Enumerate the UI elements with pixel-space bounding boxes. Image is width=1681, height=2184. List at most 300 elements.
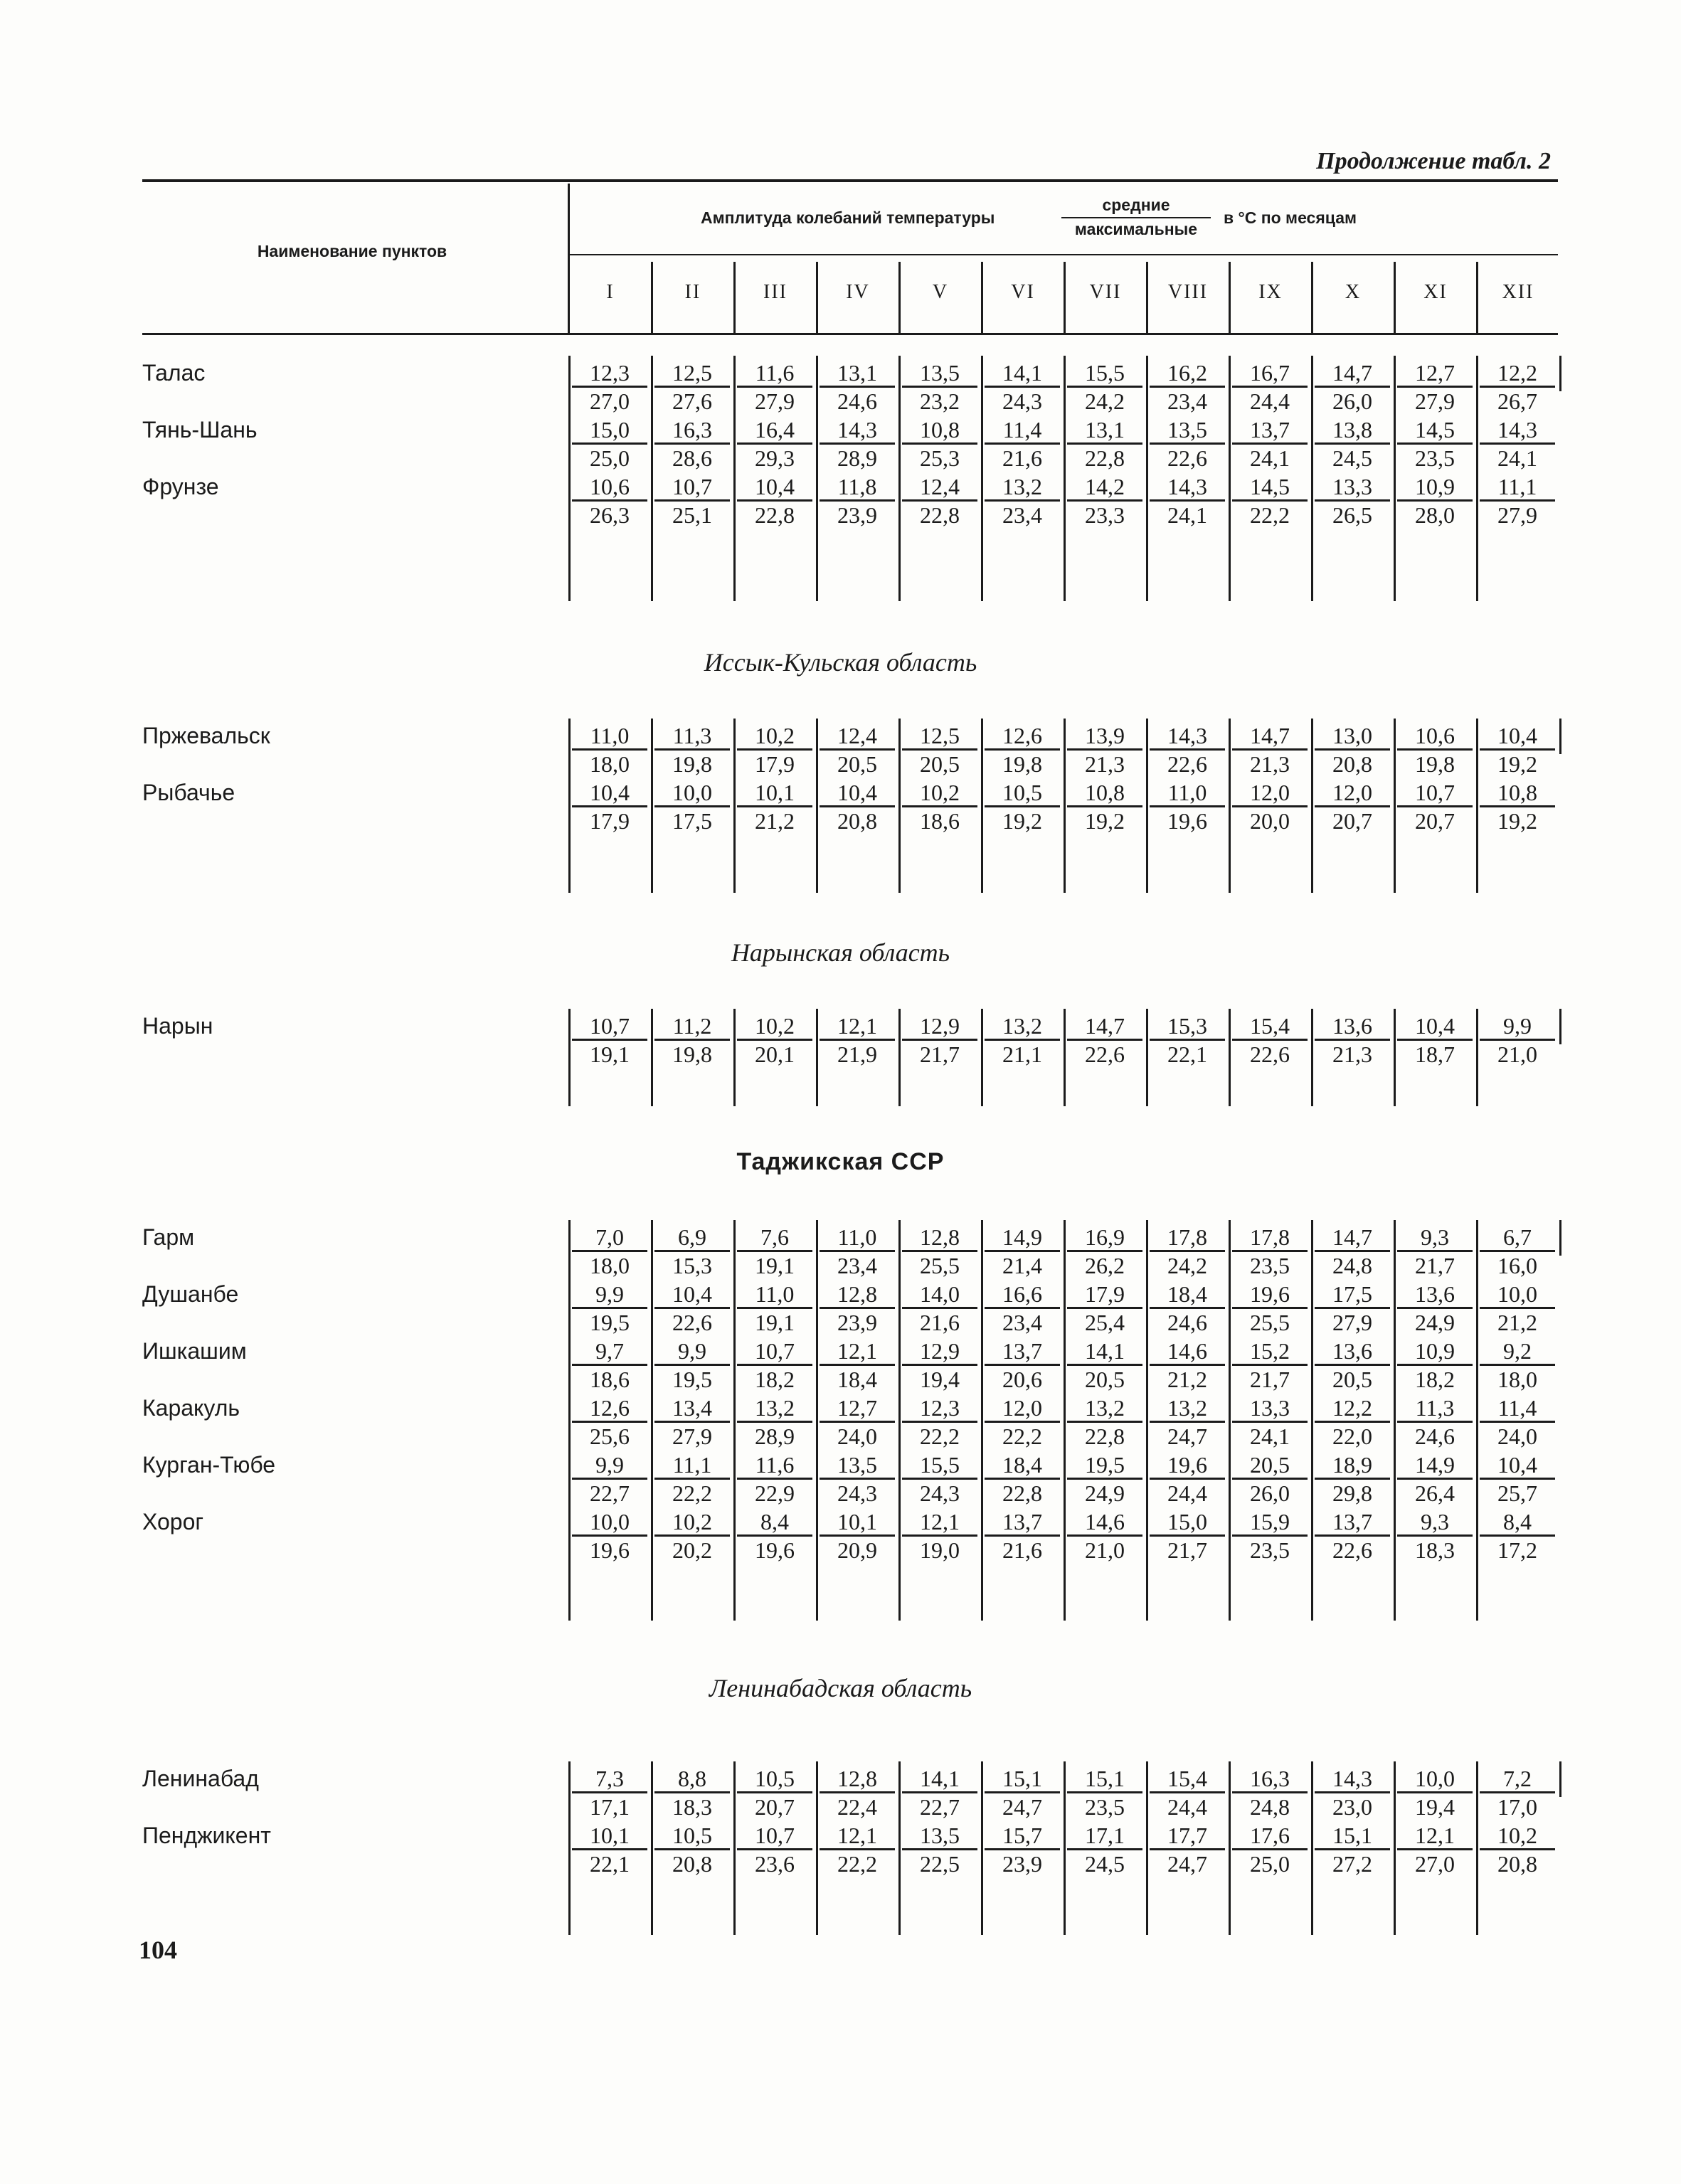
cell-mean: 12,6 [572, 1395, 647, 1423]
cell-mean: 15,4 [1150, 1766, 1225, 1793]
cell-max: 23,9 [837, 502, 877, 528]
cell-mean: 14,7 [1315, 1224, 1390, 1252]
cell-max: 25,1 [672, 502, 712, 528]
column-rule [1064, 1009, 1066, 1106]
cell-max: 22,9 [755, 1480, 795, 1506]
cell-max: 23,9 [1002, 1851, 1042, 1877]
cell-max: 19,6 [755, 1537, 795, 1563]
column-rule [1311, 262, 1313, 333]
cell-max: 22,2 [1250, 502, 1290, 528]
cell-max: 17,2 [1497, 1537, 1537, 1563]
cell-mean: 11,4 [985, 417, 1060, 445]
cell-max: 26,0 [1250, 1480, 1290, 1506]
cell-mean: 8,8 [654, 1766, 730, 1793]
cell-max: 24,0 [1497, 1424, 1537, 1449]
cell-mean: 14,7 [1067, 1013, 1142, 1041]
continuation-label: Продолжение табл. 2 [1316, 148, 1551, 174]
cell-max: 24,2 [1167, 1253, 1207, 1278]
cell-mean: 9,9 [572, 1281, 647, 1309]
cell-mean: 7,2 [1480, 1766, 1555, 1793]
cell-max: 23,0 [1332, 1794, 1372, 1820]
column-rule [981, 719, 983, 893]
cell-max: 24,3 [1002, 388, 1042, 414]
cell-max: 24,9 [1085, 1480, 1125, 1506]
column-rule [981, 1009, 983, 1106]
column-rule [1229, 1220, 1231, 1621]
cell-max: 22,2 [920, 1424, 960, 1449]
cell-max: 27,9 [672, 1424, 712, 1449]
column-rule [1476, 1761, 1478, 1935]
column-rule [981, 1220, 983, 1621]
cell-max: 18,6 [920, 808, 960, 834]
cell-max: 17,9 [755, 751, 795, 777]
cell-max: 20,8 [837, 808, 877, 834]
cell-mean: 14,3 [1150, 474, 1225, 502]
cell-max: 24,6 [1167, 1310, 1207, 1335]
cell-max: 19,1 [755, 1253, 795, 1278]
cell-max: 24,9 [1415, 1310, 1455, 1335]
station-name: Душанбе [142, 1281, 239, 1307]
cell-max: 22,2 [1002, 1424, 1042, 1449]
cell-mean: 12,4 [820, 723, 895, 751]
column-rule [1559, 719, 1561, 754]
column-rule [733, 719, 736, 893]
cell-mean: 11,6 [737, 1452, 812, 1480]
cell-mean: 10,8 [1480, 780, 1555, 807]
cell-max: 22,5 [920, 1851, 960, 1877]
cell-max: 24,1 [1497, 445, 1537, 471]
cell-mean: 12,1 [902, 1509, 977, 1537]
cell-mean: 11,3 [1397, 1395, 1473, 1423]
cell-mean: 14,7 [1315, 360, 1390, 388]
station-name: Талас [142, 360, 206, 386]
column-rule [1394, 262, 1396, 333]
column-rule [1064, 356, 1066, 601]
column-rule [568, 356, 571, 601]
column-rule [1229, 262, 1231, 333]
cell-max: 26,0 [1332, 388, 1372, 414]
cell-max: 26,4 [1415, 1480, 1455, 1506]
cell-max: 18,0 [590, 751, 630, 777]
cell-mean: 9,2 [1480, 1338, 1555, 1366]
cell-max: 24,1 [1167, 502, 1207, 528]
cell-mean: 11,1 [654, 1452, 730, 1480]
cell-mean: 17,9 [1067, 1281, 1142, 1309]
cell-mean: 10,4 [737, 474, 812, 502]
cell-max: 21,3 [1332, 1041, 1372, 1067]
cell-max: 23,5 [1415, 445, 1455, 471]
cell-mean: 16,3 [1232, 1766, 1308, 1793]
cell-max: 16,0 [1497, 1253, 1537, 1278]
cell-mean: 10,5 [985, 780, 1060, 807]
column-rule [1064, 1220, 1066, 1621]
cell-max: 19,6 [1167, 808, 1207, 834]
cell-mean: 15,3 [1150, 1013, 1225, 1041]
cell-max: 26,3 [590, 502, 630, 528]
column-rule [1476, 262, 1478, 333]
column-rule [1394, 1220, 1396, 1621]
station-name: Рыбачье [142, 780, 235, 805]
cell-mean: 12,1 [820, 1823, 895, 1850]
cell-max: 22,6 [1332, 1537, 1372, 1563]
cell-mean: 6,7 [1480, 1224, 1555, 1252]
cell-mean: 7,0 [572, 1224, 647, 1252]
cell-max: 19,8 [1415, 751, 1455, 777]
cell-max: 22,7 [920, 1794, 960, 1820]
cell-mean: 15,5 [902, 1452, 977, 1480]
column-rule [1394, 1761, 1396, 1935]
header-bottom-rule [142, 333, 1558, 335]
cell-max: 18,2 [1415, 1367, 1455, 1392]
cell-mean: 11,2 [654, 1013, 730, 1041]
cell-mean: 13,1 [820, 360, 895, 388]
cell-max: 20,5 [1085, 1367, 1125, 1392]
cell-mean: 18,4 [1150, 1281, 1225, 1309]
cell-mean: 14,7 [1232, 723, 1308, 751]
column-rule [568, 1761, 571, 1935]
station-name: Нарын [142, 1013, 213, 1039]
cell-mean: 15,9 [1232, 1509, 1308, 1537]
cell-mean: 19,6 [1150, 1452, 1225, 1480]
cell-mean: 13,3 [1315, 474, 1390, 502]
cell-mean: 12,1 [820, 1013, 895, 1041]
cell-max: 23,4 [837, 1253, 877, 1278]
cell-max: 20,8 [672, 1851, 712, 1877]
station-name: Гарм [142, 1224, 195, 1250]
column-rule [651, 356, 653, 601]
cell-max: 22,6 [672, 1310, 712, 1335]
cell-max: 24,6 [1415, 1424, 1455, 1449]
cell-max: 21,6 [1002, 445, 1042, 471]
cell-max: 21,0 [1497, 1041, 1537, 1067]
cell-max: 22,6 [1167, 445, 1207, 471]
cell-mean: 12,2 [1315, 1395, 1390, 1423]
column-rule [1146, 1220, 1148, 1621]
cell-mean: 10,7 [572, 1013, 647, 1041]
column-rule [1559, 1220, 1561, 1256]
cell-mean: 9,9 [1480, 1013, 1555, 1041]
cell-mean: 11,3 [654, 723, 730, 751]
column-rule [1064, 719, 1066, 893]
station-name: Фрунзе [142, 474, 219, 499]
cell-max: 20,0 [1250, 808, 1290, 834]
cell-max: 23,2 [920, 388, 960, 414]
cell-max: 29,8 [1332, 1480, 1372, 1506]
cell-mean: 10,0 [1480, 1281, 1555, 1309]
cell-max: 27,9 [1332, 1310, 1372, 1335]
cell-mean: 10,5 [737, 1766, 812, 1793]
cell-mean: 11,6 [737, 360, 812, 388]
cell-max: 19,5 [672, 1367, 712, 1392]
column-rule [898, 356, 901, 601]
column-rule [898, 1761, 901, 1935]
cell-max: 22,8 [1002, 1480, 1042, 1506]
column-rule [1476, 1220, 1478, 1621]
cell-max: 24,6 [837, 388, 877, 414]
column-rule [733, 1761, 736, 1935]
cell-mean: 17,7 [1150, 1823, 1225, 1850]
cell-mean: 10,6 [1397, 723, 1473, 751]
column-rule [898, 719, 901, 893]
column-rule [1229, 1761, 1231, 1935]
cell-mean: 10,1 [572, 1823, 647, 1850]
cell-mean: 10,2 [902, 780, 977, 807]
cell-mean: 13,8 [1315, 417, 1390, 445]
cell-mean: 11,4 [1480, 1395, 1555, 1423]
cell-mean: 12,5 [654, 360, 730, 388]
cell-mean: 17,8 [1232, 1224, 1308, 1252]
cell-max: 22,1 [1167, 1041, 1207, 1067]
cell-mean: 12,1 [820, 1338, 895, 1366]
column-rule [1476, 356, 1478, 601]
cell-max: 27,2 [1332, 1851, 1372, 1877]
cell-max: 26,5 [1332, 502, 1372, 528]
cell-mean: 11,1 [1480, 474, 1555, 502]
cell-mean: 9,9 [572, 1452, 647, 1480]
column-rule [1229, 356, 1231, 601]
cell-mean: 14,9 [985, 1224, 1060, 1252]
cell-max: 23,9 [837, 1310, 877, 1335]
cell-mean: 10,0 [572, 1509, 647, 1537]
column-rule [1229, 1009, 1231, 1106]
cell-mean: 9,3 [1397, 1224, 1473, 1252]
cell-mean: 10,8 [1067, 780, 1142, 807]
cell-mean: 12,8 [902, 1224, 977, 1252]
column-rule [651, 262, 653, 333]
cell-mean: 13,6 [1315, 1013, 1390, 1041]
cell-mean: 10,2 [1480, 1823, 1555, 1850]
cell-mean: 8,4 [1480, 1509, 1555, 1537]
month-header: III [763, 281, 788, 303]
cell-mean: 15,4 [1232, 1013, 1308, 1041]
cell-max: 23,3 [1085, 502, 1125, 528]
cell-mean: 16,4 [737, 417, 812, 445]
cell-max: 20,5 [837, 751, 877, 777]
cell-mean: 12,9 [902, 1338, 977, 1366]
month-header: IV [846, 281, 870, 303]
cell-max: 21,6 [920, 1310, 960, 1335]
cell-max: 21,1 [1002, 1041, 1042, 1067]
cell-max: 20,1 [755, 1041, 795, 1067]
cell-max: 22,6 [1085, 1041, 1125, 1067]
cell-max: 21,6 [1002, 1537, 1042, 1563]
header-mid-rule [569, 254, 1558, 255]
cell-max: 22,6 [1250, 1041, 1290, 1067]
cell-mean: 17,8 [1150, 1224, 1225, 1252]
cell-mean: 13,6 [1315, 1338, 1390, 1366]
column-rule [816, 719, 818, 893]
column-rule [733, 356, 736, 601]
cell-max: 22,2 [672, 1480, 712, 1506]
cell-max: 19,6 [590, 1537, 630, 1563]
station-name: Каракуль [142, 1395, 240, 1421]
cell-mean: 13,5 [1150, 417, 1225, 445]
cell-max: 19,2 [1002, 808, 1042, 834]
cell-max: 24,7 [1167, 1424, 1207, 1449]
cell-max: 24,1 [1250, 1424, 1290, 1449]
cell-max: 20,7 [1332, 808, 1372, 834]
cell-mean: 13,7 [1232, 417, 1308, 445]
cell-mean: 8,4 [737, 1509, 812, 1537]
cell-max: 23,5 [1250, 1253, 1290, 1278]
cell-max: 20,5 [920, 751, 960, 777]
cell-max: 27,9 [1415, 388, 1455, 414]
column-rule [1146, 719, 1148, 893]
cell-max: 22,8 [1085, 1424, 1125, 1449]
cell-max: 20,2 [672, 1537, 712, 1563]
cell-max: 18,6 [590, 1367, 630, 1392]
cell-mean: 12,7 [1397, 360, 1473, 388]
cell-mean: 13,5 [902, 360, 977, 388]
cell-max: 24,4 [1167, 1794, 1207, 1820]
cell-max: 25,7 [1497, 1480, 1537, 1506]
cell-max: 22,8 [1085, 445, 1125, 471]
cell-max: 22,1 [590, 1851, 630, 1877]
column-rule [733, 262, 736, 333]
amplitude-header-suffix: в °С по месяцам [1224, 208, 1357, 227]
cell-max: 21,7 [1167, 1537, 1207, 1563]
cell-max: 17,5 [672, 808, 712, 834]
cell-max: 21,2 [1497, 1310, 1537, 1335]
cell-max: 22,8 [755, 502, 795, 528]
cell-max: 25,4 [1085, 1310, 1125, 1335]
cell-max: 18,3 [672, 1794, 712, 1820]
cell-mean: 18,4 [985, 1452, 1060, 1480]
cell-mean: 14,6 [1150, 1338, 1225, 1366]
cell-mean: 12,3 [572, 360, 647, 388]
cell-mean: 12,0 [1315, 780, 1390, 807]
cell-mean: 14,5 [1397, 417, 1473, 445]
column-rule [1394, 356, 1396, 601]
cell-mean: 15,0 [1150, 1509, 1225, 1537]
cell-max: 21,2 [1167, 1367, 1207, 1392]
cell-max: 18,2 [755, 1367, 795, 1392]
cell-max: 29,3 [755, 445, 795, 471]
cell-mean: 13,2 [1067, 1395, 1142, 1423]
column-rule [1394, 719, 1396, 893]
cell-max: 22,2 [837, 1851, 877, 1877]
cell-mean: 9,9 [654, 1338, 730, 1366]
cell-mean: 13,5 [902, 1823, 977, 1850]
cell-max: 23,5 [1085, 1794, 1125, 1820]
cell-mean: 15,1 [1315, 1823, 1390, 1850]
cell-max: 22,4 [837, 1794, 877, 1820]
column-rule [1559, 1761, 1561, 1797]
cell-mean: 11,8 [820, 474, 895, 502]
cell-mean: 10,4 [1397, 1013, 1473, 1041]
cell-mean: 14,2 [1067, 474, 1142, 502]
cell-max: 25,6 [590, 1424, 630, 1449]
column-rule [1559, 356, 1561, 391]
cell-max: 25,5 [1250, 1310, 1290, 1335]
cell-max: 27,0 [590, 388, 630, 414]
column-rule [651, 1761, 653, 1935]
cell-mean: 10,2 [737, 723, 812, 751]
cell-mean: 12,8 [820, 1281, 895, 1309]
cell-mean: 11,0 [1150, 780, 1225, 807]
cell-max: 19,8 [672, 751, 712, 777]
cell-mean: 10,8 [902, 417, 977, 445]
cell-mean: 13,0 [1315, 723, 1390, 751]
column-rule [816, 356, 818, 601]
cell-max: 19,0 [920, 1537, 960, 1563]
cell-mean: 20,5 [1232, 1452, 1308, 1480]
cell-mean: 10,9 [1397, 474, 1473, 502]
column-rule [1311, 1761, 1313, 1935]
cell-max: 24,5 [1085, 1851, 1125, 1877]
column-rule [651, 1009, 653, 1106]
cell-mean: 10,4 [1480, 723, 1555, 751]
cell-max: 27,6 [672, 388, 712, 414]
cell-mean: 12,7 [820, 1395, 895, 1423]
column-rule [816, 1009, 818, 1106]
amplitude-fraction [1061, 196, 1211, 239]
cell-max: 23,5 [1250, 1537, 1290, 1563]
cell-mean: 14,6 [1067, 1509, 1142, 1537]
cell-max: 24,8 [1250, 1794, 1290, 1820]
cell-mean: 12,8 [820, 1766, 895, 1793]
cell-mean: 10,0 [1397, 1766, 1473, 1793]
cell-mean: 7,6 [737, 1224, 812, 1252]
column-rule [1476, 719, 1478, 893]
cell-mean: 11,0 [820, 1224, 895, 1252]
column-rule [1311, 1009, 1313, 1106]
cell-mean: 12,1 [1397, 1823, 1473, 1850]
cell-mean: 9,3 [1397, 1509, 1473, 1537]
month-header: II [684, 281, 701, 303]
cell-max: 28,9 [837, 445, 877, 471]
cell-mean: 11,0 [572, 723, 647, 751]
cell-mean: 13,9 [1067, 723, 1142, 751]
cell-mean: 14,1 [985, 360, 1060, 388]
column-rule [1311, 1220, 1313, 1621]
cell-mean: 13,4 [654, 1395, 730, 1423]
cell-mean: 12,6 [985, 723, 1060, 751]
cell-max: 24,8 [1332, 1253, 1372, 1278]
cell-mean: 15,1 [1067, 1766, 1142, 1793]
cell-max: 19,4 [1415, 1794, 1455, 1820]
station-name: Пенджикент [142, 1823, 271, 1848]
cell-mean: 10,7 [737, 1823, 812, 1850]
cell-mean: 10,7 [654, 474, 730, 502]
section-heading: Ленинабадская область [709, 1674, 972, 1702]
month-header: I [606, 281, 615, 303]
cell-max: 19,8 [672, 1041, 712, 1067]
top-rule [142, 179, 1558, 182]
cell-max: 19,2 [1497, 751, 1537, 777]
cell-mean: 18,9 [1315, 1452, 1390, 1480]
cell-mean: 14,9 [1397, 1452, 1473, 1480]
column-rule [1476, 1009, 1478, 1106]
cell-mean: 14,3 [820, 417, 895, 445]
cell-max: 24,1 [1250, 445, 1290, 471]
station-name: Тянь-Шань [142, 417, 258, 442]
column-rule [898, 1009, 901, 1106]
cell-mean: 9,7 [572, 1338, 647, 1366]
month-header: VII [1089, 281, 1122, 303]
month-header: IX [1258, 281, 1283, 303]
cell-max: 26,7 [1497, 388, 1537, 414]
cell-mean: 17,6 [1232, 1823, 1308, 1850]
cell-mean: 11,0 [737, 1281, 812, 1309]
column-rule [981, 1761, 983, 1935]
cell-max: 20,9 [837, 1537, 877, 1563]
cell-mean: 15,7 [985, 1823, 1060, 1850]
cell-max: 20,5 [1332, 1367, 1372, 1392]
column-rule [1064, 262, 1066, 333]
cell-max: 23,4 [1002, 502, 1042, 528]
cell-mean: 10,4 [820, 780, 895, 807]
